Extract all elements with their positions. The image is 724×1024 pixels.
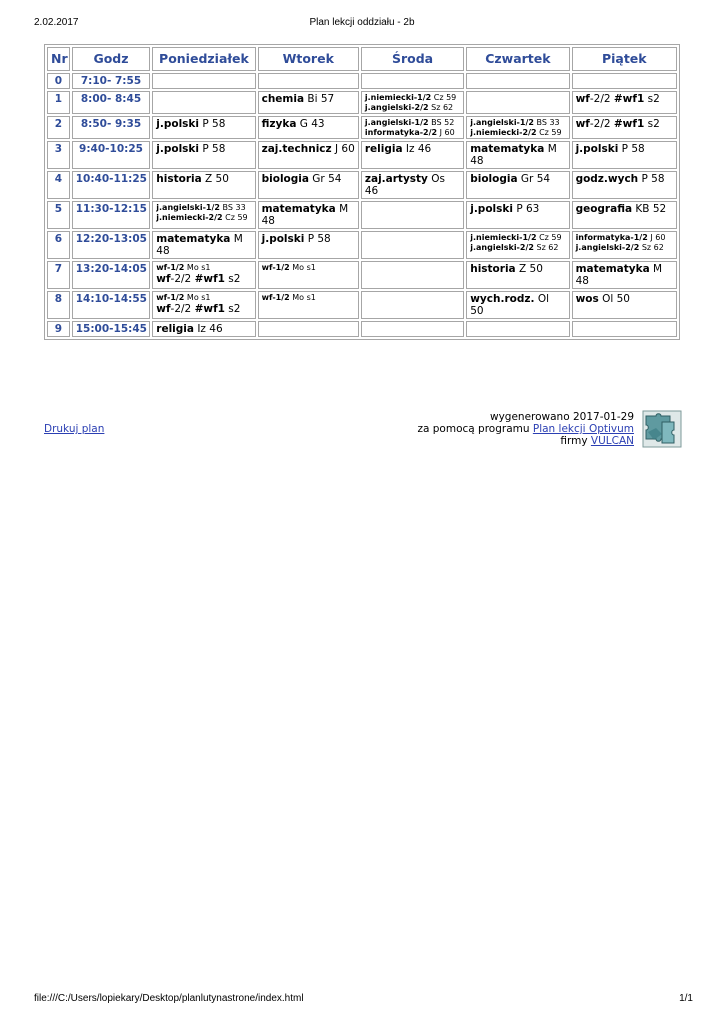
teacher-room: s2 (647, 93, 660, 105)
lesson-entry (365, 128, 460, 138)
lesson-entry (576, 263, 673, 287)
lesson-cell (572, 231, 677, 259)
subject-name: j.niemiecki-1/2 (364, 93, 432, 102)
column-header: Czwartek (466, 47, 569, 71)
table-row (47, 201, 677, 229)
lesson-cell (258, 261, 359, 289)
lesson-cell (361, 116, 464, 139)
lesson-entry (262, 173, 355, 185)
subject-name: wf-1/2 (261, 263, 290, 272)
teacher-room: Mo s1 (186, 263, 211, 272)
lesson-hours: 13:20-14:05 (72, 261, 151, 289)
teacher-room: BS 33 (536, 118, 560, 127)
lesson-entry (470, 243, 565, 253)
teacher-room: P 58 (202, 143, 226, 155)
subject-name: matematyka (575, 263, 650, 275)
subject-name: j.angielski-2/2 (575, 242, 640, 252)
subject-name: j.niemiecki-2/2 (470, 127, 537, 137)
group-label: -2/2 (589, 93, 614, 105)
subject-name: wos (575, 293, 599, 305)
lesson-number: 1 (47, 91, 70, 114)
lesson-cell (361, 201, 464, 229)
subject-name: j.angielski-2/2 (470, 242, 534, 252)
subject-name: wf (156, 272, 171, 285)
subject-name: wf-1/2 (156, 293, 185, 302)
subject-name: j.angielski-1/2 (470, 118, 534, 127)
subject-name: j.angielski-1/2 (364, 118, 429, 127)
subject-name: j.niemiecki-2/2 (156, 212, 223, 222)
lesson-entry (365, 103, 460, 113)
subject-name: matematyka (261, 203, 336, 215)
column-header: Nr (47, 47, 70, 71)
column-header: Godz (72, 47, 151, 71)
lesson-cell (466, 261, 569, 289)
lesson-cell (572, 291, 677, 319)
generated-program-line (417, 423, 634, 435)
lesson-entry (470, 263, 565, 275)
lesson-hours: 15:00-15:45 (72, 321, 151, 337)
lesson-cell (572, 201, 677, 229)
subject-name: j.polski (261, 233, 305, 245)
subject-name: zaj.technicz (261, 143, 332, 155)
lesson-cell (258, 73, 359, 89)
teacher-room: Mo s1 (292, 293, 316, 302)
teacher-room: P 58 (641, 173, 665, 185)
teacher-room: M 48 (575, 263, 663, 287)
group-tag: #wf1 (194, 272, 225, 285)
table-row (47, 171, 677, 199)
group-label: -2/2 (589, 118, 614, 130)
teacher-room: Cz 59 (225, 212, 248, 222)
group-label: -2/2 (170, 302, 195, 315)
column-header: Środa (361, 47, 464, 71)
group-tag: #wf1 (613, 93, 645, 105)
subject-name: historia (470, 263, 516, 275)
lesson-cell (466, 116, 569, 139)
subject-name: matematyka (156, 233, 231, 245)
generated-date: wygenerowano 2017-01-29 (489, 411, 634, 423)
lesson-entry (470, 128, 565, 138)
teacher-room: s2 (228, 302, 241, 315)
lesson-cell (466, 321, 569, 337)
subject-name: j.polski (575, 143, 619, 155)
teacher-room: Z 50 (518, 263, 543, 275)
timetable-body (47, 73, 677, 337)
teacher-room: P 58 (307, 233, 331, 245)
print-title: Plan lekcji oddziału - 2b (309, 17, 415, 28)
table-row (47, 261, 677, 289)
subject-name: religia (156, 323, 194, 335)
lesson-number: 8 (47, 291, 70, 319)
lesson-number: 5 (47, 201, 70, 229)
lesson-entry (576, 293, 673, 305)
subject-name: wych.rodz. (470, 293, 535, 305)
lesson-entry (576, 243, 673, 253)
subject-name: chemia (261, 93, 305, 105)
teacher-room: M 48 (470, 143, 557, 167)
generated-info (417, 411, 634, 447)
lesson-number: 3 (47, 141, 70, 169)
lesson-cell (258, 201, 359, 229)
lesson-cell (152, 171, 255, 199)
lesson-cell (572, 171, 677, 199)
lesson-cell (466, 141, 569, 169)
lesson-entry (262, 118, 355, 130)
lesson-hours: 8:50- 9:35 (72, 116, 151, 139)
teacher-room: Iz 46 (197, 323, 223, 335)
teacher-room: Mo s1 (292, 263, 316, 272)
subject-name: j.niemiecki-1/2 (470, 233, 537, 242)
lesson-number: 9 (47, 321, 70, 337)
lesson-hours: 8:00- 8:45 (72, 91, 151, 114)
teacher-room: J 60 (650, 233, 666, 242)
lesson-entry (576, 173, 673, 185)
lesson-entry (156, 233, 251, 257)
print-url: file:///C:/Users/lopiekary/Desktop/planlutynastrone/index.html (34, 993, 304, 1004)
lesson-cell (152, 73, 255, 89)
lesson-cell (258, 116, 359, 139)
teacher-room: Ol 50 (470, 293, 549, 317)
lesson-entry (470, 173, 565, 185)
teacher-room: Os 46 (364, 173, 445, 197)
subject-name: wf-1/2 (156, 263, 185, 272)
lesson-cell (258, 321, 359, 337)
lesson-hours: 12:20-13:05 (72, 231, 151, 259)
subject-name: wf (575, 118, 590, 130)
lesson-hours: 9:40-10:25 (72, 141, 151, 169)
lesson-entry (576, 233, 673, 243)
lesson-entry (156, 273, 251, 285)
table-row (47, 231, 677, 259)
table-row (47, 91, 677, 114)
teacher-room: BS 52 (431, 118, 455, 127)
lesson-entry (262, 233, 355, 245)
lesson-cell (152, 116, 255, 139)
column-header: Poniedziałek (152, 47, 255, 71)
lesson-hours: 14:10-14:55 (72, 291, 151, 319)
subject-name: wf-1/2 (261, 293, 290, 302)
subject-name: godz.wych (575, 173, 639, 185)
lesson-cell (572, 73, 677, 89)
lesson-cell (152, 141, 255, 169)
subject-name: biologia (261, 173, 309, 185)
lesson-entry (156, 213, 251, 223)
teacher-room: P 58 (202, 118, 226, 130)
subject-name: historia (156, 173, 202, 185)
teacher-room: Cz 59 (539, 233, 562, 242)
teacher-room: Mo s1 (186, 293, 211, 302)
lesson-entry (156, 143, 251, 155)
program-link[interactable]: Plan lekcji Optivum (532, 423, 634, 435)
lesson-entry (470, 143, 565, 167)
lesson-cell (361, 73, 464, 89)
lesson-entry (365, 143, 460, 155)
lesson-hours: 11:30-12:15 (72, 201, 151, 229)
lesson-cell (361, 321, 464, 337)
lesson-cell (572, 261, 677, 289)
teacher-room: Sz 62 (641, 242, 664, 252)
subject-name: geografia (575, 203, 633, 215)
teacher-room: Sz 62 (431, 102, 454, 112)
lesson-number: 6 (47, 231, 70, 259)
subject-name: zaj.artysty (364, 173, 428, 185)
teacher-room: Gr 54 (312, 173, 342, 185)
subject-name: j.polski (156, 118, 200, 130)
lesson-number: 4 (47, 171, 70, 199)
teacher-room: G 43 (299, 118, 325, 130)
print-plan-link[interactable]: Drukuj plan (44, 423, 105, 435)
lesson-cell (258, 171, 359, 199)
lesson-cell (152, 201, 255, 229)
lesson-cell (466, 291, 569, 319)
teacher-room: KB 52 (635, 203, 667, 215)
subject-name: matematyka (470, 143, 545, 155)
lesson-cell (361, 141, 464, 169)
lesson-entry (156, 293, 251, 303)
timetable (44, 44, 680, 340)
print-header (0, 17, 724, 31)
lesson-entry (470, 203, 565, 215)
lesson-entry (365, 173, 460, 197)
subject-name: j.angielski-1/2 (156, 203, 220, 212)
lesson-cell (258, 231, 359, 259)
subject-name: j.angielski-2/2 (364, 102, 429, 112)
lesson-cell (572, 321, 677, 337)
teacher-room: J 60 (335, 143, 355, 155)
lesson-hours: 7:10- 7:55 (72, 73, 151, 89)
lesson-cell (572, 91, 677, 114)
teacher-room: s2 (647, 118, 660, 130)
table-row (47, 291, 677, 319)
lesson-cell (361, 291, 464, 319)
lesson-cell (466, 231, 569, 259)
lesson-cell (152, 321, 255, 337)
teacher-room: Z 50 (205, 173, 229, 185)
table-row (47, 116, 677, 139)
lesson-entry (262, 143, 355, 155)
lesson-entry (156, 323, 251, 335)
lesson-cell (466, 73, 569, 89)
subject-name: biologia (470, 173, 518, 185)
column-header: Wtorek (258, 47, 359, 71)
subject-name: j.polski (156, 143, 200, 155)
lesson-cell (152, 261, 255, 289)
teacher-room: Gr 54 (520, 173, 551, 185)
lesson-entry (156, 118, 251, 130)
teacher-room: M 48 (156, 233, 243, 257)
lesson-cell (258, 291, 359, 319)
lesson-entry (262, 263, 355, 273)
table-row (47, 321, 677, 337)
lesson-entry (156, 263, 251, 273)
lesson-number: 0 (47, 73, 70, 89)
teacher-room: Cz 59 (539, 127, 562, 137)
company-text: firmy (560, 435, 588, 447)
lesson-entry (470, 118, 565, 128)
teacher-room: Cz 59 (433, 93, 457, 102)
subject-name: fizyka (261, 118, 297, 130)
lesson-entry (470, 233, 565, 243)
lesson-entry (365, 93, 460, 103)
teacher-room: M 48 (261, 203, 349, 227)
group-label: -2/2 (170, 272, 195, 285)
company-link[interactable]: VULCAN (590, 435, 634, 447)
print-page-number: 1/1 (679, 993, 693, 1004)
subject-name: religia (364, 143, 403, 155)
teacher-room: Iz 46 (405, 143, 432, 155)
subject-name: informatyka-2/2 (364, 127, 438, 137)
lesson-entry (156, 303, 251, 315)
company-line (417, 435, 634, 447)
lesson-cell (258, 91, 359, 114)
teacher-room: Sz 62 (536, 242, 559, 252)
teacher-room: P 58 (621, 143, 645, 155)
lesson-number: 7 (47, 261, 70, 289)
subject-name: wf (575, 93, 590, 105)
lesson-entry (576, 93, 673, 105)
lesson-cell (572, 116, 677, 139)
lesson-entry (262, 293, 355, 303)
lesson-cell (361, 171, 464, 199)
lesson-cell (572, 141, 677, 169)
table-row (47, 73, 677, 89)
lesson-entry (470, 293, 565, 317)
lesson-entry (262, 203, 355, 227)
lesson-entry (262, 93, 355, 105)
lesson-cell (361, 231, 464, 259)
lesson-entry (576, 203, 673, 215)
lesson-entry (576, 143, 673, 155)
teacher-room: P 63 (516, 203, 540, 215)
teacher-room: J 60 (439, 127, 455, 137)
subject-name: j.polski (470, 203, 513, 215)
subject-name: wf (156, 302, 171, 315)
puzzle-logo-icon[interactable] (642, 410, 682, 448)
group-tag: #wf1 (194, 302, 225, 315)
column-header: Piątek (572, 47, 677, 71)
lesson-cell (152, 91, 255, 114)
lesson-cell (466, 91, 569, 114)
lesson-entry (156, 203, 251, 213)
timetable-header-row (47, 47, 677, 71)
lesson-cell (466, 201, 569, 229)
lesson-cell (361, 91, 464, 114)
teacher-room: s2 (228, 272, 241, 285)
group-tag: #wf1 (613, 118, 645, 130)
teacher-room: Ol 50 (602, 293, 630, 305)
lesson-cell (466, 171, 569, 199)
lesson-number: 2 (47, 116, 70, 139)
lesson-entry (365, 118, 460, 128)
by-program-text: za pomocą programu (417, 423, 530, 435)
teacher-room: BS 33 (222, 203, 246, 212)
lesson-hours: 10:40-11:25 (72, 171, 151, 199)
lesson-cell (258, 141, 359, 169)
lesson-cell (152, 291, 255, 319)
table-row (47, 141, 677, 169)
lesson-entry (156, 173, 251, 185)
lesson-cell (361, 261, 464, 289)
lesson-cell (152, 231, 255, 259)
subject-name: informatyka-1/2 (575, 233, 648, 242)
teacher-room: Bi 57 (307, 93, 335, 105)
print-date: 2.02.2017 (34, 17, 79, 28)
lesson-entry (576, 118, 673, 130)
